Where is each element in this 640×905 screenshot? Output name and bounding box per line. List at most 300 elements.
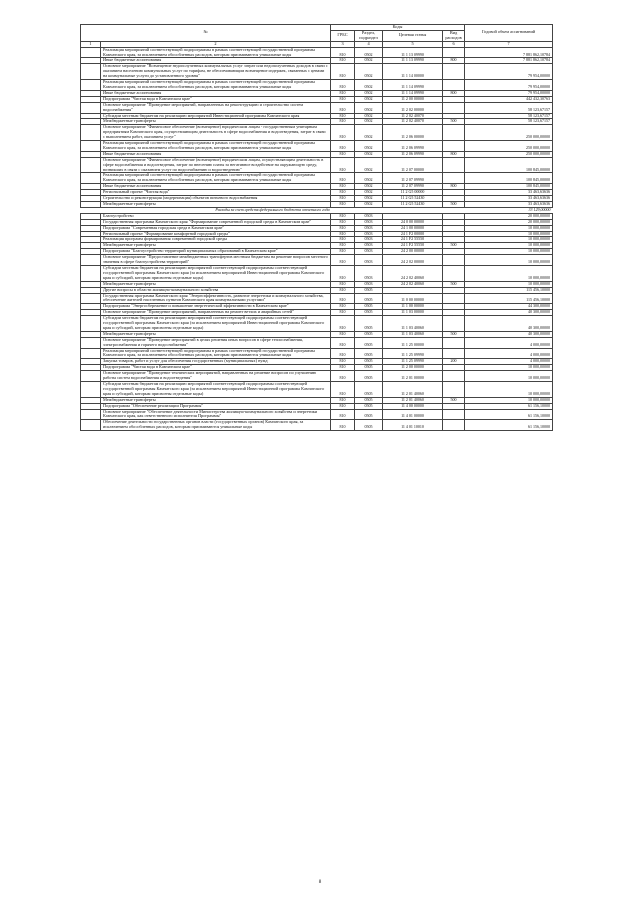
row-vid-cell: 500 bbox=[443, 331, 465, 337]
page-number: 8 bbox=[318, 880, 322, 885]
row-amount-cell: 10 000,00000 bbox=[465, 231, 553, 237]
row-razdel-cell: 0503 bbox=[355, 231, 383, 237]
row-csr-cell: 11 2 06 09990 bbox=[383, 141, 443, 152]
row-amount-cell: 7 881 862,10784 bbox=[465, 47, 553, 58]
row-name-cell: Реализация мероприятий соответствующей подпрограммы в рамках соответствующей государственной программы Камчатского края, за исключением обособленных расходов, которым присваиваются уникальные коды bbox=[101, 348, 331, 359]
row-amount-cell: 100 845,00000 bbox=[465, 184, 553, 190]
row-grbs-cell: 810 bbox=[331, 249, 355, 255]
row-amount-cell: 20 000,00000 bbox=[465, 219, 553, 225]
row-csr-cell: 11 1 03 40060 bbox=[383, 331, 443, 337]
row-razdel-cell: 0505 bbox=[355, 409, 383, 420]
row-vid-cell bbox=[443, 80, 465, 91]
row-vid-cell: 500 bbox=[443, 119, 465, 125]
row-number-cell bbox=[81, 409, 101, 420]
row-csr-cell: 11 2 G5 00000 bbox=[383, 190, 443, 196]
row-grbs-cell: 810 bbox=[331, 47, 355, 58]
row-name-cell: Реализация мероприятий соответствующей подпрограммы в рамках соответствующей государственной программы Камчатского края, за исключением обособленных расходов, которым присваиваются уникальные коды bbox=[101, 47, 331, 58]
row-razdel-cell: 0502 bbox=[355, 196, 383, 202]
table-row bbox=[81, 420, 553, 431]
row-vid-cell: 800 bbox=[443, 90, 465, 96]
row-csr-cell: 11 2 00 00000 bbox=[383, 96, 443, 102]
row-csr-cell: 24 1 F2 55550 bbox=[383, 243, 443, 249]
row-csr-cell: 11 2 07 00000 bbox=[383, 157, 443, 173]
row-grbs-cell: 810 bbox=[331, 184, 355, 190]
table-row bbox=[81, 157, 553, 173]
row-csr-cell: 11 2 06 09990 bbox=[383, 151, 443, 157]
row-number-cell bbox=[81, 316, 101, 332]
row-name-cell: Субсидии местным бюджетам на реализацию мероприятий соответствующей подпрограммы соответствующей государственной программы Камчатского края (за исключением мероприятий Инвестиционной программы Камчатского края и субсидий, которым присвоены отдельные коды) bbox=[101, 382, 331, 398]
row-grbs-cell: 810 bbox=[331, 237, 355, 243]
row-csr-cell: 11 1 25 00000 bbox=[383, 337, 443, 348]
table-row bbox=[81, 47, 553, 58]
row-csr-cell: 11 2 02 40070 bbox=[383, 113, 443, 119]
row-grbs-cell: 810 bbox=[331, 420, 355, 431]
row-amount-cell: 20 000,00000 bbox=[465, 213, 553, 219]
row-csr-cell: 11 2 02 40070 bbox=[383, 119, 443, 125]
row-vid-cell: 500 bbox=[443, 281, 465, 287]
row-vid-cell: 200 bbox=[443, 359, 465, 365]
row-amount-cell: 40 300,00000 bbox=[465, 331, 553, 337]
row-name-cell: Основное мероприятие "Проведение мероприятий в целях решения иных вопросов в сфере теплоснабжения, электроснабжения и горячего водоснабжения" bbox=[101, 337, 331, 348]
row-csr-cell: 11 4 01 00000 bbox=[383, 409, 443, 420]
row-name-cell: Региональный проект "Чистая вода" bbox=[101, 190, 331, 196]
row-grbs-cell: 810 bbox=[331, 243, 355, 249]
row-grbs-cell: 810 bbox=[331, 102, 355, 113]
colnum: 4 bbox=[355, 41, 383, 47]
row-razdel-cell: 0503 bbox=[355, 249, 383, 255]
row-name-cell: Подпрограмма "Чистая вода в Камчатском крае" bbox=[101, 96, 331, 102]
row-amount-cell: 40 300,00000 bbox=[465, 316, 553, 332]
colnum: 7 bbox=[465, 41, 553, 47]
row-razdel-cell: 0502 bbox=[355, 141, 383, 152]
row-csr-cell: 24 2 02 00000 bbox=[383, 255, 443, 266]
row-razdel-cell: 0503 bbox=[355, 265, 383, 281]
row-number-cell bbox=[81, 47, 101, 58]
row-number-cell bbox=[81, 348, 101, 359]
row-number-cell bbox=[81, 420, 101, 431]
row-amount-cell: 115 456,10000 bbox=[465, 293, 553, 304]
row-razdel-cell: 0502 bbox=[355, 64, 383, 80]
row-grbs-cell: 810 bbox=[331, 196, 355, 202]
row-csr-cell: 24 2 02 40060 bbox=[383, 281, 443, 287]
row-csr-cell: 11 2 G5 52430 bbox=[383, 202, 443, 208]
row-razdel-cell: 0505 bbox=[355, 293, 383, 304]
row-csr-cell: 11 1 03 00000 bbox=[383, 310, 443, 316]
row-name-cell: Подпрограмма "Обеспечение реализации Программы" bbox=[101, 403, 331, 409]
row-amount-cell: 61 156,10000 bbox=[465, 409, 553, 420]
row-amount-cell: 250 000,00000 bbox=[465, 125, 553, 141]
row-grbs-cell: 810 bbox=[331, 409, 355, 420]
row-csr-cell: 11 4 00 00000 bbox=[383, 403, 443, 409]
row-razdel-cell: 0502 bbox=[355, 173, 383, 184]
row-grbs-cell: 810 bbox=[331, 190, 355, 196]
row-name-cell: Основное мероприятие "Проведение технических мероприятий, направленных на решение вопросов по улучшению работы систем водоснабжения и водоотведения" bbox=[101, 371, 331, 382]
row-amount-cell: 250 000,00000 bbox=[465, 151, 553, 157]
row-csr-cell: 11 0 00 00000 bbox=[383, 293, 443, 304]
row-name-cell: Подпрограмма "Энергосбережение и повышение энергетической эффективности в Камчатском крае" bbox=[101, 304, 331, 310]
row-vid-cell bbox=[443, 47, 465, 58]
table-row bbox=[81, 102, 553, 113]
row-number-cell bbox=[81, 255, 101, 266]
row-grbs-cell: 810 bbox=[331, 255, 355, 266]
row-csr-cell: 24 0 00 00000 bbox=[383, 219, 443, 225]
table-row bbox=[81, 80, 553, 91]
row-grbs-cell: 810 bbox=[331, 403, 355, 409]
row-razdel-cell: 0502 bbox=[355, 47, 383, 58]
row-amount-cell: 10 000,00000 bbox=[465, 371, 553, 382]
row-vid-cell bbox=[443, 409, 465, 420]
row-vid-cell bbox=[443, 337, 465, 348]
row-amount-cell: 58 123,67157 bbox=[465, 113, 553, 119]
row-grbs-cell: 810 bbox=[331, 304, 355, 310]
row-amount-cell: 40 300,00000 bbox=[465, 310, 553, 316]
table-row bbox=[81, 265, 553, 281]
row-amount-cell: 100 845,00000 bbox=[465, 157, 553, 173]
row-csr-cell: 11 2 01 40060 bbox=[383, 382, 443, 398]
row-amount-cell: 79 954,00000 bbox=[465, 90, 553, 96]
row-amount-cell: 44 300,00000 bbox=[465, 304, 553, 310]
row-name-cell: Межбюджетные трансферты bbox=[101, 243, 331, 249]
row-number-cell bbox=[81, 64, 101, 80]
col-header-vid: Вид расходов bbox=[443, 30, 465, 41]
row-razdel-cell: 0505 bbox=[355, 359, 383, 365]
row-csr-cell: 11 2 07 09990 bbox=[383, 173, 443, 184]
row-name-cell: Подпрограмма "Современная городская среда в Камчатском крае" bbox=[101, 225, 331, 231]
row-amount-cell: 10 000,00000 bbox=[465, 281, 553, 287]
colnum: 5 bbox=[383, 41, 443, 47]
row-csr-cell: 11 1 13 09990 bbox=[383, 47, 443, 58]
row-name-cell: Реализация мероприятий соответствующей подпрограммы в рамках соответствующей государственной программы Камчатского края, за исключением обособленных расходов, которым присваиваются уникальные коды bbox=[101, 80, 331, 91]
row-amount-cell: 10 000,00000 bbox=[465, 397, 553, 403]
row-razdel-cell: 0502 bbox=[355, 184, 383, 190]
row-number-cell bbox=[81, 337, 101, 348]
row-amount-cell: 100 845,00000 bbox=[465, 173, 553, 184]
row-amount-cell: 10 000,00000 bbox=[465, 265, 553, 281]
row-name-cell: Строительство и реконструкция (модернизация) объектов питьевого водоснабжения bbox=[101, 196, 331, 202]
row-amount-cell: 10 000,00000 bbox=[465, 237, 553, 243]
row-name-cell: Иные бюджетные ассигнования bbox=[101, 58, 331, 64]
row-csr-cell: 11 4 01 10010 bbox=[383, 420, 443, 431]
row-name-cell: Государственная программа Камчатского края "Формирование современной городской среды в Камчатском крае" bbox=[101, 219, 331, 225]
row-razdel-cell: 0505 bbox=[355, 331, 383, 337]
row-number-cell bbox=[81, 157, 101, 173]
row-grbs-cell: 810 bbox=[331, 231, 355, 237]
row-csr-cell: 11 2 00 00000 bbox=[383, 365, 443, 371]
row-grbs-cell: 810 bbox=[331, 151, 355, 157]
row-csr-cell: 11 2 06 00000 bbox=[383, 125, 443, 141]
row-name-cell: Основное мероприятие "Возмещение недополученных коммунальных услуг затрат или недополученных доходов в связи с оказанием населению коммунальных услуг по тарифам, не обеспечивающим возмещение издержек, связанных с ценами на коммунальные услуги до установленного уровня" bbox=[101, 64, 331, 80]
row-razdel-cell: 0505 bbox=[355, 304, 383, 310]
row-grbs-cell: 810 bbox=[331, 157, 355, 173]
row-csr-cell: 24 1 F2 00000 bbox=[383, 231, 443, 237]
row-number-cell bbox=[81, 141, 101, 152]
row-csr-cell: 11 2 07 09990 bbox=[383, 184, 443, 190]
row-name-cell: Межбюджетные трансферты bbox=[101, 202, 331, 208]
row-razdel-cell: 0505 bbox=[355, 337, 383, 348]
budget-table bbox=[80, 24, 553, 431]
row-razdel-cell: 0503 bbox=[355, 219, 383, 225]
table-row bbox=[81, 382, 553, 398]
row-vid-cell bbox=[443, 420, 465, 431]
row-razdel-cell: 0502 bbox=[355, 96, 383, 102]
row-amount-cell: 33 463,63636 bbox=[465, 202, 553, 208]
row-vid-cell: 800 bbox=[443, 184, 465, 190]
row-amount-cell: 33 463,63636 bbox=[465, 190, 553, 196]
row-vid-cell bbox=[443, 293, 465, 304]
row-name-cell: Обеспечение деятельности государственных органов власти (государственных органов) Камчатского края, за исключением обособленных расходов, которым присваиваются уникальные коды bbox=[101, 420, 331, 431]
row-amount-cell: 10 000,00000 bbox=[465, 243, 553, 249]
row-name-cell: Подпрограмма "Чистая вода в Камчатском крае" bbox=[101, 365, 331, 371]
row-grbs-cell: 810 bbox=[331, 397, 355, 403]
row-grbs-cell: 810 bbox=[331, 310, 355, 316]
row-amount-cell: 7 881 862,10784 bbox=[465, 58, 553, 64]
table-row bbox=[81, 409, 553, 420]
row-name-cell: Иные бюджетные ассигнования bbox=[101, 151, 331, 157]
row-amount-cell: 4 000,00000 bbox=[465, 348, 553, 359]
row-razdel-cell: 0505 bbox=[355, 403, 383, 409]
row-razdel-cell: 0502 bbox=[355, 80, 383, 91]
row-grbs-cell: 810 bbox=[331, 337, 355, 348]
row-vid-cell bbox=[443, 125, 465, 141]
row-csr-cell: 11 1 14 09990 bbox=[383, 90, 443, 96]
row-razdel-cell: 0502 bbox=[355, 113, 383, 119]
table-row bbox=[81, 348, 553, 359]
row-vid-cell: 800 bbox=[443, 58, 465, 64]
row-grbs-cell: 810 bbox=[331, 173, 355, 184]
row-vid-cell: 500 bbox=[443, 243, 465, 249]
row-csr-cell: 24 2 02 40060 bbox=[383, 265, 443, 281]
colnum: 2 bbox=[101, 41, 331, 47]
row-razdel-cell: 0502 bbox=[355, 151, 383, 157]
row-razdel-cell: 0502 bbox=[355, 102, 383, 113]
row-name-cell: Субсидии местным бюджетам на реализацию мероприятий соответствующей подпрограммы соответствующей государственной программы Камчатского края (за исключением мероприятий Инвестиционной программы Камчатского края и субсидий, которым присвоены отдельные коды) bbox=[101, 265, 331, 281]
row-vid-cell bbox=[443, 102, 465, 113]
row-vid-cell bbox=[443, 382, 465, 398]
row-csr-cell: 11 1 25 09990 bbox=[383, 348, 443, 359]
row-razdel-cell: 0503 bbox=[355, 237, 383, 243]
colnum: 3 bbox=[331, 41, 355, 47]
row-razdel-cell: 0503 bbox=[355, 255, 383, 266]
col-header-csr: Целевая статья bbox=[383, 30, 443, 41]
budget-table-page bbox=[80, 24, 552, 431]
row-name-cell: Реализация программ формирования современной городской среды bbox=[101, 237, 331, 243]
table-row bbox=[81, 293, 553, 304]
row-grbs-cell: 810 bbox=[331, 371, 355, 382]
row-razdel-cell: 0502 bbox=[355, 125, 383, 141]
table-row bbox=[81, 141, 553, 152]
row-razdel-cell: 0503 bbox=[355, 225, 383, 231]
row-number-cell bbox=[81, 125, 101, 141]
row-grbs-cell: 810 bbox=[331, 96, 355, 102]
row-name-cell: Межбюджетные трансферты bbox=[101, 119, 331, 125]
row-razdel-cell: 0505 bbox=[355, 348, 383, 359]
row-vid-cell: 500 bbox=[443, 397, 465, 403]
row-vid-cell bbox=[443, 141, 465, 152]
row-name-cell: Другие вопросы в области жилищно-коммунального хозяйства bbox=[101, 287, 331, 293]
row-razdel-cell: 0505 bbox=[355, 371, 383, 382]
row-vid-cell bbox=[443, 371, 465, 382]
row-grbs-cell: 810 bbox=[331, 265, 355, 281]
row-grbs-cell: 810 bbox=[331, 281, 355, 287]
row-razdel-cell: 0505 bbox=[355, 287, 383, 293]
row-name-cell: Межбюджетные трансферты bbox=[101, 397, 331, 403]
row-grbs-cell: 810 bbox=[331, 287, 355, 293]
row-name-cell: Межбюджетные трансферты bbox=[101, 281, 331, 287]
row-vid-cell bbox=[443, 64, 465, 80]
row-grbs-cell: 810 bbox=[331, 119, 355, 125]
col-header-amount: Годовой объем ассигнований bbox=[465, 25, 553, 42]
row-grbs-cell: 810 bbox=[331, 58, 355, 64]
note-text: Расходы за счет средств федерального бюджета отчетного года bbox=[215, 207, 330, 212]
row-vid-cell: 500 bbox=[443, 202, 465, 208]
note-amount: 33 129,00000 bbox=[528, 207, 551, 212]
row-vid-cell bbox=[443, 265, 465, 281]
row-razdel-cell: 0505 bbox=[355, 382, 383, 398]
row-name-cell: Субсидии местным бюджетам на реализацию мероприятий Инвестиционной программы Камчатского края bbox=[101, 113, 331, 119]
row-csr-cell: 11 1 00 00000 bbox=[383, 304, 443, 310]
row-amount-cell: 115 456,10000 bbox=[465, 287, 553, 293]
row-grbs-cell: 810 bbox=[331, 90, 355, 96]
row-amount-cell: 10 000,00000 bbox=[465, 365, 553, 371]
row-vid-cell bbox=[443, 173, 465, 184]
row-grbs-cell: 810 bbox=[331, 316, 355, 332]
row-vid-cell bbox=[443, 316, 465, 332]
row-razdel-cell: 0502 bbox=[355, 157, 383, 173]
row-csr-cell: 11 1 14 09990 bbox=[383, 80, 443, 91]
row-grbs-cell: 810 bbox=[331, 213, 355, 219]
row-grbs-cell: 810 bbox=[331, 293, 355, 304]
row-name-cell: Реализация мероприятий соответствующей подпрограммы в рамках соответствующей государственной программы Камчатского края, за исключением обособленных расходов, которым присваиваются уникальные коды bbox=[101, 141, 331, 152]
row-grbs-cell: 810 bbox=[331, 219, 355, 225]
row-number-cell bbox=[81, 293, 101, 304]
row-name-cell: Субсидии местным бюджетам на реализацию мероприятий соответствующей подпрограммы соответствующей государственной программы Камчатского края (за исключением мероприятий Инвестиционной программы Камчатского края и субсидий, которым присвоены отдельные коды) bbox=[101, 316, 331, 332]
row-amount-cell: 79 954,00000 bbox=[465, 64, 553, 80]
row-vid-cell bbox=[443, 157, 465, 173]
budget-table-body bbox=[81, 47, 553, 431]
row-csr-cell: 11 1 14 00000 bbox=[383, 64, 443, 80]
row-number-cell bbox=[81, 371, 101, 382]
row-razdel-cell: 0505 bbox=[355, 365, 383, 371]
row-razdel-cell: 0502 bbox=[355, 202, 383, 208]
row-csr-cell: 11 2 G5 52430 bbox=[383, 196, 443, 202]
row-amount-cell: 250 000,00000 bbox=[465, 141, 553, 152]
row-amount-cell: 10 000,00000 bbox=[465, 225, 553, 231]
col-header-number: № bbox=[81, 25, 331, 42]
row-grbs-cell: 810 bbox=[331, 365, 355, 371]
row-name-cell: Основное мероприятие "Финансовое обеспечение (возмещение) юридическим лицам - государственным унитарным предприятиям Камчатского края, осуществляющим деятельность в сфере водоснабжения и водоотведения, затрат в связи с выполнением работ, оказанием услуг" bbox=[101, 125, 331, 141]
row-name-cell: Основное мероприятие "Проведение мероприятий, направленных на реконструкцию и строительство систем водоснабжения" bbox=[101, 102, 331, 113]
table-row bbox=[81, 173, 553, 184]
row-amount-cell: 58 123,67157 bbox=[465, 102, 553, 113]
row-csr-cell: 11 2 01 40060 bbox=[383, 397, 443, 403]
row-number-cell bbox=[81, 173, 101, 184]
row-grbs-cell: 810 bbox=[331, 141, 355, 152]
col-header-razdel: Раздел, подраздел bbox=[355, 30, 383, 41]
row-number-cell bbox=[81, 382, 101, 398]
row-razdel-cell: 0502 bbox=[355, 190, 383, 196]
row-name-cell: Основное мероприятие "Обеспечение деятельности Министерства жилищно-коммунального хозяйства и энергетики Камчатского края, как ответственного исполнителя Программы" bbox=[101, 409, 331, 420]
row-grbs-cell: 810 bbox=[331, 64, 355, 80]
row-name-cell: Основное мероприятие "Финансовое обеспечение (возмещение) юридическим лицам, осуществляющим деятельность в сфере водоснабжения и водоотведения, затрат по внесению платы за негативное воздействие на окружающую среду, возникших в связи с оказанием услуг по водоснабжению и водоотведению" bbox=[101, 157, 331, 173]
row-csr-cell: 24 1 00 00000 bbox=[383, 225, 443, 231]
row-amount-cell: 61 156,10000 bbox=[465, 420, 553, 431]
row-name-cell: Иные бюджетные ассигнования bbox=[101, 90, 331, 96]
row-csr-cell: 11 1 03 40060 bbox=[383, 316, 443, 332]
row-amount-cell: 61 156,10000 bbox=[465, 403, 553, 409]
row-grbs-cell: 810 bbox=[331, 202, 355, 208]
row-name-cell: Основное мероприятие "Проведение мероприятий, направленных на ремонт ветхих и аварийных сетей" bbox=[101, 310, 331, 316]
row-name-cell: Иные бюджетные ассигнования bbox=[101, 184, 331, 190]
row-grbs-cell: 810 bbox=[331, 125, 355, 141]
row-csr-cell: 11 2 01 00000 bbox=[383, 371, 443, 382]
table-row bbox=[81, 64, 553, 80]
row-grbs-cell: 810 bbox=[331, 348, 355, 359]
row-amount-cell: 33 463,63636 bbox=[465, 196, 553, 202]
table-row bbox=[81, 371, 553, 382]
row-csr-cell: 24 2 00 00000 bbox=[383, 249, 443, 255]
row-amount-cell: 79 954,00000 bbox=[465, 80, 553, 91]
table-row bbox=[81, 316, 553, 332]
row-vid-cell bbox=[443, 348, 465, 359]
row-razdel-cell: 0505 bbox=[355, 420, 383, 431]
row-razdel-cell: 0503 bbox=[355, 243, 383, 249]
row-razdel-cell: 0502 bbox=[355, 58, 383, 64]
row-csr-cell: 11 1 13 09990 bbox=[383, 58, 443, 64]
row-amount-cell: 10 000,00000 bbox=[465, 249, 553, 255]
row-name-cell: Подпрограмма "Благоустройство территорий муниципальных образований в Камчатском крае" bbox=[101, 249, 331, 255]
row-amount-cell: 4 000,00000 bbox=[465, 359, 553, 365]
table-row bbox=[81, 337, 553, 348]
col-header-codes: Коды bbox=[331, 25, 465, 31]
row-number-cell bbox=[81, 265, 101, 281]
row-amount-cell: 442 432,30763 bbox=[465, 96, 553, 102]
colnum: 1 bbox=[81, 41, 101, 47]
row-name-cell: Основное мероприятие "Предоставление межбюджетных трансфертов местным бюджетам на решение вопросов местного значения в сфере благоустройства территорий" bbox=[101, 255, 331, 266]
col-header-grbs: ГРБС bbox=[331, 30, 355, 41]
row-razdel-cell: 0503 bbox=[355, 213, 383, 219]
row-name-cell: Межбюджетные трансферты bbox=[101, 331, 331, 337]
row-vid-cell bbox=[443, 255, 465, 266]
row-name-cell: Закупка товаров, работ и услуг для обеспечения государственных (муниципальных) нужд bbox=[101, 359, 331, 365]
row-razdel-cell: 0505 bbox=[355, 310, 383, 316]
row-number-cell bbox=[81, 80, 101, 91]
row-name-cell: Реализация мероприятий соответствующей подпрограммы в рамках соответствующей государственной программы Камчатского края, за исключением обособленных расходов, которым присваиваются уникальные коды bbox=[101, 173, 331, 184]
row-csr-cell: 24 1 F2 55550 bbox=[383, 237, 443, 243]
row-grbs-cell: 810 bbox=[331, 359, 355, 365]
row-vid-cell: 800 bbox=[443, 151, 465, 157]
table-row bbox=[81, 125, 553, 141]
row-grbs-cell: 810 bbox=[331, 225, 355, 231]
row-csr-cell: 11 1 25 09990 bbox=[383, 359, 443, 365]
row-name-cell: Региональный проект "Формирование комфортной городской среды" bbox=[101, 231, 331, 237]
colnum: 6 bbox=[443, 41, 465, 47]
row-razdel-cell: 0505 bbox=[355, 397, 383, 403]
row-amount-cell: 10 000,00000 bbox=[465, 255, 553, 266]
row-grbs-cell: 810 bbox=[331, 331, 355, 337]
row-grbs-cell: 810 bbox=[331, 80, 355, 91]
row-razdel-cell: 0502 bbox=[355, 119, 383, 125]
table-row bbox=[81, 255, 553, 266]
row-amount-cell: 58 123,67157 bbox=[465, 119, 553, 125]
row-number-cell bbox=[81, 102, 101, 113]
row-csr-cell: 11 2 02 00000 bbox=[383, 102, 443, 113]
row-name-cell: Благоустройство bbox=[101, 213, 331, 219]
row-amount-cell: 4 000,00000 bbox=[465, 337, 553, 348]
row-razdel-cell: 0505 bbox=[355, 316, 383, 332]
row-grbs-cell: 810 bbox=[331, 113, 355, 119]
row-razdel-cell: 0503 bbox=[355, 281, 383, 287]
row-amount-cell: 10 000,00000 bbox=[465, 382, 553, 398]
